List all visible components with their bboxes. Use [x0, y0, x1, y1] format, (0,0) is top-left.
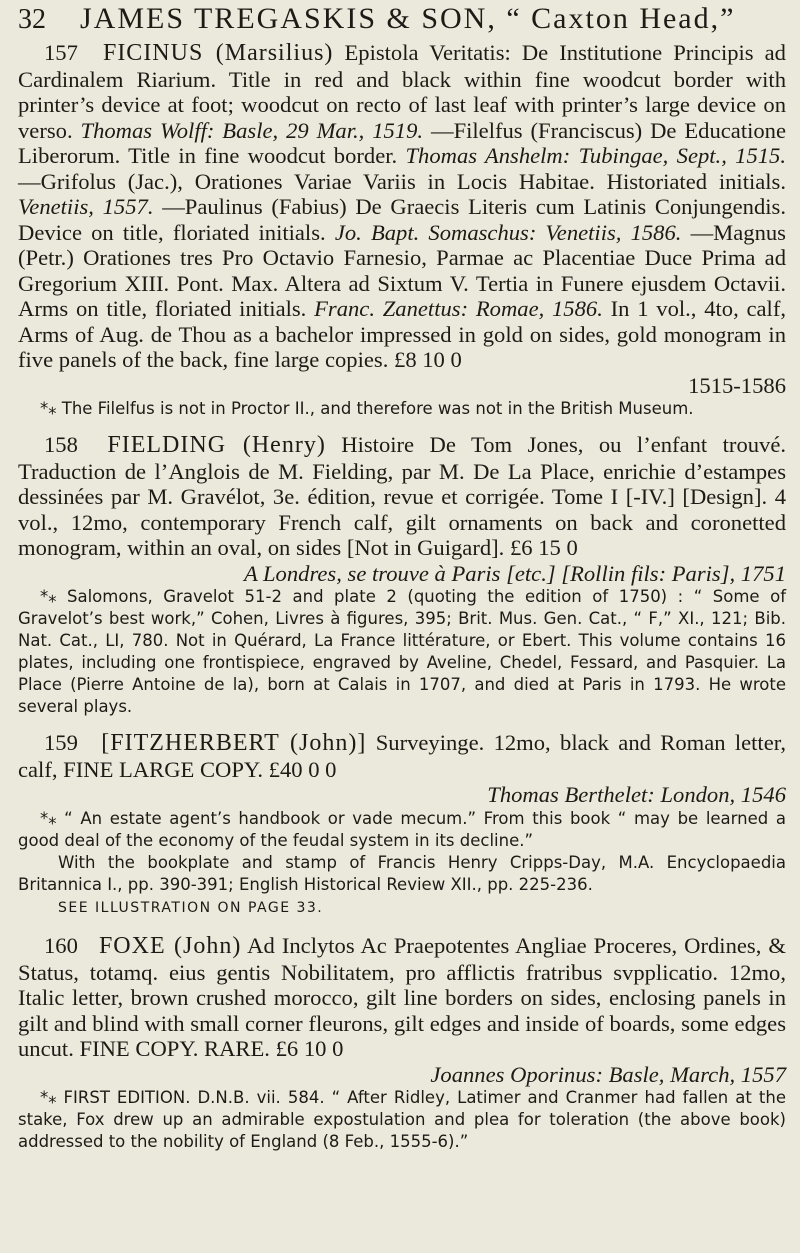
- entry-description: —Filelfus (Franciscus) De Educatione Liberorum. Title in fine woodcut border.: [18, 117, 786, 168]
- entry-description: In 1 vol., 4to, calf, Arms of Aug. de Thou as a bachelor impressed in gold on sides, gold monogram in five panels of the back, fine large copies.: [18, 296, 786, 372]
- entry-date: 1515-1586: [688, 372, 786, 398]
- catalogue-entry-157: [18, 40, 786, 420]
- entry-price: £8 10 0: [394, 347, 462, 372]
- entry-heading: FIELDING (Henry): [107, 432, 326, 458]
- entry-imprint: A Londres, se trouve à Paris [etc.] [Rollin fils: Paris], 1751: [243, 560, 786, 586]
- running-title: JAMES TREGASKIS & SON, “ Caxton Head,”: [80, 2, 736, 35]
- entry-description: Surveyinge. 12mo, black and Roman letter, calf,: [18, 730, 787, 782]
- spacer: [18, 420, 786, 432]
- entry-number: 158: [44, 432, 78, 457]
- entry-heading: [FITZHERBERT (John)]: [101, 730, 367, 756]
- entry-description: Ad Inclytos Ac Praepotentes Angliae Proceres, Ordines, & Status, totamq. eius gentis Nobilitatem, pro afflictis fratribus svpplicatio. 12mo, Italic letter, brown crushed morocco, gilt line borders on sides, enclosing panels in gilt and blind with small corner fleurons, gilt edges and inside of boards, some edges uncut.: [18, 933, 786, 1061]
- entry-description: Histoire De Tom Jones, ou l’enfant trouvé. Traduction de l’Anglois de M. Fielding, par M. De La Place, enrichie d’estampes dessinées par M. Gravélot, 3e. édition, revue et corrigée. Tome I [-IV.] [Design]. 4 vol., 12mo, contemporary French calf, gilt ornaments on back and coronetted monogram, within an oval, on sides [Not in Guigard].: [18, 432, 787, 560]
- entry-heading: FOXE (John): [98, 933, 242, 959]
- condition-note: FINE LARGE COPY.: [63, 756, 263, 782]
- entry-heading: FICINUS (Marsilius): [102, 40, 334, 66]
- spacer: [18, 718, 786, 730]
- entry-imprint: Joannes Oporinus: Basle, March, 1557: [430, 1061, 786, 1087]
- catalogue-entry-160: [18, 933, 786, 1153]
- entry-price: £6 15 0: [509, 535, 578, 560]
- catalogue-entry-158: [18, 432, 786, 718]
- entry-note: *⁎ FIRST EDITION. D.N.B. vii. 584. “ After Ridley, Latimer and Cranmer had fallen at the stake, Fox drew up an admirable expostulation and plea for toleration (the above book) addressed to the nobility of England (8 Feb., 1555-6).”: [18, 1088, 786, 1151]
- entry-imprint: Venetiis, 1557.: [18, 194, 154, 219]
- condition-note: FINE COPY. RARE.: [79, 1036, 270, 1061]
- entry-description: Epistola Veritatis: De Institutione Principis ad Cardinalem Riarium. Title in red and black within fine woodcut border with printer’s device at foot; woodcut on recto of last leaf with printer’s large device on verso.: [18, 40, 786, 143]
- entry-description: —Grifolus (Jac.), Orationes Variae Variis in Locis Habitae. Historiated initials.: [18, 168, 786, 194]
- spacer: [18, 921, 786, 933]
- entry-description: —Magnus (Petr.) Orationes tres Pro Octavio Farnesio, Parmae ac Placentiae Duce Prima ad Gregorium XIII. Pont. Max. Altera ad Sixtum V. Tertia in Funere ejusdem Octavii. Arms on title, floriated initials.: [18, 219, 786, 321]
- entry-imprint: Thomas Wolff: Basle, 29 Mar., 1519.: [80, 117, 424, 143]
- entry-imprint: Jo. Bapt. Somaschus: Venetiis, 1586.: [334, 219, 682, 245]
- entry-note: With the bookplate and stamp of Francis Henry Cripps-Day, M.A. Encyclopaedia Britannica I., pp. 390-391; English Historical Review XII., pp. 225-236.: [18, 852, 786, 894]
- running-head: [18, 0, 786, 40]
- page-number: 32: [18, 4, 46, 35]
- entry-description: —Paulinus (Fabius) De Graecis Literis cum Latinis Conjungendis. Device on title, floriated initials.: [18, 194, 786, 245]
- entry-note: *⁎ The Filelfus is not in Proctor II., and therefore was not in the British Museum.: [40, 399, 694, 418]
- entry-number: 159: [44, 730, 78, 755]
- entry-price: £40 0 0: [268, 756, 337, 782]
- entry-note: *⁎ “ An estate agent’s handbook or vade mecum.” From this book “ may be learned a good deal of the economy of the feudal system in its decline.”: [18, 808, 786, 850]
- entry-note: *⁎ Salomons, Gravelot 51-2 and plate 2 (quoting the edition of 1750) : “ Some of Gravelot’s best work,” Cohen, Livres à figures, 395; Brit. Mus. Gen. Cat., “ F,” XI., 121; Bib. Nat. Cat., LI, 780. Not in Quérard, La France littérature, or Ebert. This volume contains 16 plates, including one frontispiece, engraved by Aveline, Chedel, Fessard, and Pasquier. La Place (Pierre Antoine de la), born at Calais in 1707, and died at Paris in 1793. He wrote several plays.: [18, 587, 786, 716]
- entry-imprint: Thomas Anshelm: Tubingae, Sept., 1515.: [405, 143, 786, 168]
- illustration-reference: SEE ILLUSTRATION ON PAGE 33.: [58, 899, 324, 916]
- catalogue-entry-159: [18, 730, 786, 921]
- entry-price: £6 10 0: [275, 1036, 344, 1061]
- entry-imprint: Franc. Zanettus: Romae, 1586.: [314, 296, 603, 321]
- entry-imprint: Thomas Berthelet: London, 1546: [487, 782, 786, 807]
- entry-number: 157: [44, 40, 78, 65]
- entry-number: 160: [44, 933, 78, 958]
